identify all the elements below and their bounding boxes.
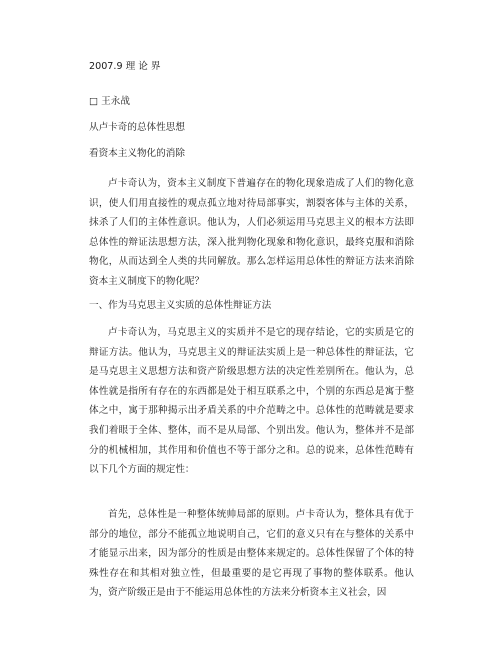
author-square-icon: □ (89, 96, 99, 107)
paragraph-3 (89, 505, 414, 603)
article-subtitle: 看资本主义物化的消除 (89, 148, 185, 159)
author-line (89, 96, 414, 108)
paragraph-1 (89, 174, 414, 292)
author-name: 王永战 (101, 96, 130, 107)
paragraph-3-text: 首先，总体性是一种整体统帅局部的原则。卢卡奇认为，整体具有优于部分的地位，部分不能孤立地说明自己，它们的意义只有在与整体的关系中才能显示出来，因为部分的性质是由整体来规定的。总体性保留了个体的特殊性存在和其相对独立性，但最重要的是它再现了事物的整体联系。他认为，资产阶级正是由于不能运用总体性的方法来分析资本主义社会，因 (89, 509, 414, 599)
paragraph-2-text: 卢卡奇认为，马克思主义的实质并不是它的现存结论，它的实质是它的辩证方法。他认为，马克思主义的辩证法实质上是一种总体性的辩证法，它是马克思主义思想方法和资产阶级思想方法的决定性差别所在。他认为，总体性就是指所有存在的东西都是处于相互联系之中，个别的东西总是寓于整体之中，寓于那种揭示出矛盾关系的中介范畴之中。总体性的范畴就是要求我们着眼于全体、整体，而不是从局部、个别出发。他认为，整体并不是部分的机械相加，其作用和价值也不等于部分之和。总的说来，总体性范畴有以下几个方面的规定性： (89, 327, 414, 476)
paragraph-2 (89, 323, 414, 480)
article-title: 从卢卡奇的总体性思想 (89, 122, 185, 133)
paragraph-1-text: 卢卡奇认为，资本主义制度下普遍存在的物化现象造成了人们的物化意识，使人们用直接性的观点孤立地对待局部事实，割裂客体与主体的关系，抹杀了人们的主体性意识。他认为，人们必须运用马克思主义的根本方法即总体性的辩证法思想方法，深入批判物化现象和物化意识，最终克服和消除物化，从而达到全人类的共同解放。那么怎样运用总体性的辩证方法来消除资本主义制度下的物化呢？ (89, 178, 414, 287)
section-1-heading: 一、作为马克思主义实质的总体性辩证方法 (89, 300, 272, 311)
issue-line: 2007.9 理 论 界 (89, 61, 161, 72)
